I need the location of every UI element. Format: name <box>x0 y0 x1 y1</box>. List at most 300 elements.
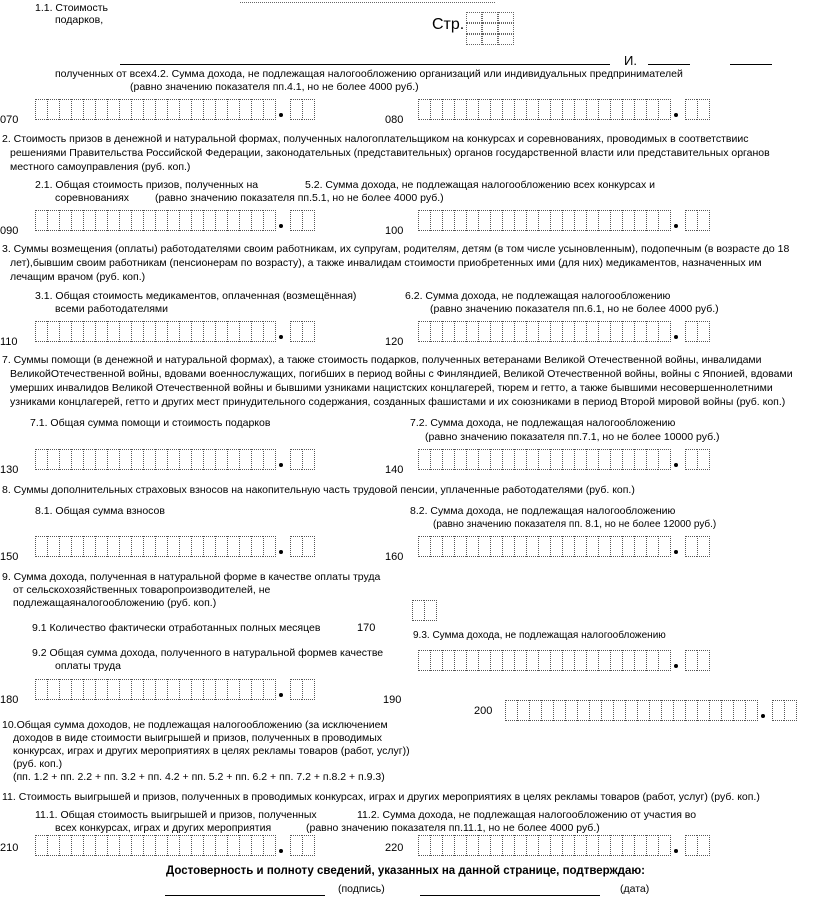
digit-cell[interactable] <box>302 536 315 557</box>
digit-cell[interactable] <box>625 700 637 721</box>
digit-cell[interactable] <box>685 210 697 231</box>
digit-cell[interactable] <box>59 99 71 120</box>
digit-cell[interactable] <box>526 536 538 557</box>
digit-cell[interactable] <box>59 835 71 856</box>
field-160[interactable] <box>418 536 710 557</box>
digit-cell[interactable] <box>227 835 239 856</box>
digit-cell[interactable] <box>203 835 215 856</box>
digit-cell[interactable] <box>622 449 634 470</box>
digit-cell[interactable] <box>143 679 155 700</box>
digit-cell[interactable] <box>418 536 430 557</box>
digit-cell[interactable] <box>637 700 649 721</box>
digit-cell[interactable] <box>418 449 430 470</box>
digit-cell[interactable] <box>290 835 302 856</box>
digit-cell[interactable] <box>562 536 574 557</box>
digit-cell[interactable] <box>35 210 47 231</box>
digit-cell[interactable] <box>59 536 71 557</box>
digit-cell[interactable] <box>119 835 131 856</box>
digit-cell[interactable] <box>574 650 586 671</box>
digit-cell[interactable] <box>490 650 502 671</box>
digit-cell[interactable] <box>215 210 227 231</box>
digit-cell[interactable] <box>502 449 514 470</box>
digit-cell[interactable] <box>179 321 191 342</box>
digit-cell[interactable] <box>251 449 263 470</box>
digit-cell[interactable] <box>191 835 203 856</box>
digit-cell[interactable] <box>586 210 598 231</box>
digit-cell[interactable] <box>745 700 758 721</box>
field-180[interactable] <box>35 679 315 700</box>
digit-cell[interactable] <box>478 321 490 342</box>
digit-cell[interactable] <box>430 321 442 342</box>
digit-cell[interactable] <box>550 536 562 557</box>
digit-cell[interactable] <box>550 210 562 231</box>
digit-cell[interactable] <box>424 600 437 621</box>
digit-cell[interactable] <box>239 210 251 231</box>
digit-cell[interactable] <box>155 835 167 856</box>
digit-cell[interactable] <box>418 210 430 231</box>
digit-cell[interactable] <box>59 679 71 700</box>
digit-cell[interactable] <box>649 700 661 721</box>
digit-cell[interactable] <box>478 210 490 231</box>
digit-cell[interactable] <box>47 835 59 856</box>
digit-cell[interactable] <box>107 679 119 700</box>
digit-cell[interactable] <box>673 700 685 721</box>
digit-cell[interactable] <box>227 679 239 700</box>
digit-cell[interactable] <box>610 449 622 470</box>
digit-cell[interactable] <box>203 210 215 231</box>
digit-cell[interactable] <box>454 99 466 120</box>
digit-cell[interactable] <box>251 835 263 856</box>
digit-cell[interactable] <box>131 536 143 557</box>
digit-cell[interactable] <box>239 449 251 470</box>
signature-line[interactable] <box>165 895 325 896</box>
digit-cell[interactable] <box>167 536 179 557</box>
digit-cell[interactable] <box>71 321 83 342</box>
digit-cell[interactable] <box>131 210 143 231</box>
digit-cell[interactable] <box>95 99 107 120</box>
initial-2-underline[interactable] <box>730 64 772 65</box>
digit-cell[interactable] <box>622 210 634 231</box>
digit-cell[interactable] <box>430 449 442 470</box>
digit-cell[interactable] <box>697 536 710 557</box>
digit-cell[interactable] <box>634 536 646 557</box>
digit-cell[interactable] <box>215 99 227 120</box>
digit-cell[interactable] <box>622 321 634 342</box>
digit-cell[interactable] <box>697 835 710 856</box>
digit-cell[interactable] <box>442 650 454 671</box>
digit-cell[interactable] <box>191 99 203 120</box>
digit-cell[interactable] <box>490 835 502 856</box>
digit-cell[interactable] <box>155 536 167 557</box>
digit-cell[interactable] <box>47 679 59 700</box>
digit-cell[interactable] <box>574 210 586 231</box>
digit-cell[interactable] <box>203 449 215 470</box>
digit-cell[interactable] <box>263 835 276 856</box>
digit-cell[interactable] <box>538 835 550 856</box>
digit-cell[interactable] <box>227 321 239 342</box>
page-number-cells[interactable] <box>466 12 514 45</box>
digit-cell[interactable] <box>478 449 490 470</box>
digit-cell[interactable] <box>71 536 83 557</box>
field-140[interactable] <box>418 449 710 470</box>
digit-cell[interactable] <box>610 835 622 856</box>
digit-cell[interactable] <box>418 650 430 671</box>
digit-cell[interactable] <box>466 835 478 856</box>
digit-cell[interactable] <box>143 321 155 342</box>
field-220[interactable] <box>418 835 710 856</box>
digit-cell[interactable] <box>598 536 610 557</box>
digit-cell[interactable] <box>83 449 95 470</box>
field-210[interactable] <box>35 835 315 856</box>
digit-cell[interactable] <box>646 536 658 557</box>
digit-cell[interactable] <box>478 650 490 671</box>
digit-cell[interactable] <box>634 99 646 120</box>
digit-cell[interactable] <box>191 679 203 700</box>
digit-cell[interactable] <box>227 210 239 231</box>
digit-cell[interactable] <box>610 536 622 557</box>
digit-cell[interactable] <box>191 321 203 342</box>
digit-cell[interactable] <box>598 449 610 470</box>
digit-cell[interactable] <box>454 536 466 557</box>
digit-cell[interactable] <box>646 99 658 120</box>
digit-cell[interactable] <box>215 679 227 700</box>
digit-cell[interactable] <box>290 679 302 700</box>
digit-cell[interactable] <box>502 321 514 342</box>
digit-cell[interactable] <box>83 536 95 557</box>
digit-cell[interactable] <box>239 536 251 557</box>
digit-cell[interactable] <box>143 835 155 856</box>
digit-cell[interactable] <box>83 835 95 856</box>
digit-cell[interactable] <box>772 700 784 721</box>
digit-cell[interactable] <box>466 536 478 557</box>
digit-cell[interactable] <box>634 835 646 856</box>
name-underline[interactable] <box>120 64 610 65</box>
digit-cell[interactable] <box>215 835 227 856</box>
digit-cell[interactable] <box>478 536 490 557</box>
digit-cell[interactable] <box>646 321 658 342</box>
digit-cell[interactable] <box>685 536 697 557</box>
digit-cell[interactable] <box>119 210 131 231</box>
digit-cell[interactable] <box>502 210 514 231</box>
digit-cell[interactable] <box>143 99 155 120</box>
digit-cell[interactable] <box>251 321 263 342</box>
digit-cell[interactable] <box>59 321 71 342</box>
digit-cell[interactable] <box>47 99 59 120</box>
digit-cell[interactable] <box>251 210 263 231</box>
digit-cell[interactable] <box>709 700 721 721</box>
field-150[interactable] <box>35 536 315 557</box>
digit-cell[interactable] <box>454 650 466 671</box>
digit-cell[interactable] <box>598 835 610 856</box>
digit-cell[interactable] <box>119 321 131 342</box>
digit-cell[interactable] <box>263 321 276 342</box>
digit-cell[interactable] <box>179 449 191 470</box>
digit-cell[interactable] <box>634 449 646 470</box>
digit-cell[interactable] <box>574 536 586 557</box>
digit-cell[interactable] <box>251 679 263 700</box>
digit-cell[interactable] <box>526 321 538 342</box>
digit-cell[interactable] <box>47 321 59 342</box>
field-130[interactable] <box>35 449 315 470</box>
digit-cell[interactable] <box>478 835 490 856</box>
digit-cell[interactable] <box>227 536 239 557</box>
digit-cell[interactable] <box>601 700 613 721</box>
digit-cell[interactable] <box>658 99 671 120</box>
field-110[interactable] <box>35 321 315 342</box>
digit-cell[interactable] <box>59 210 71 231</box>
digit-cell[interactable] <box>119 99 131 120</box>
digit-cell[interactable] <box>610 321 622 342</box>
digit-cell[interactable] <box>613 700 625 721</box>
digit-cell[interactable] <box>538 99 550 120</box>
digit-cell[interactable] <box>550 99 562 120</box>
digit-cell[interactable] <box>83 210 95 231</box>
digit-cell[interactable] <box>95 679 107 700</box>
digit-cell[interactable] <box>478 99 490 120</box>
digit-cell[interactable] <box>203 321 215 342</box>
digit-cell[interactable] <box>83 321 95 342</box>
digit-cell[interactable] <box>71 679 83 700</box>
digit-cell[interactable] <box>95 210 107 231</box>
digit-cell[interactable] <box>167 321 179 342</box>
digit-cell[interactable] <box>430 536 442 557</box>
digit-cell[interactable] <box>502 536 514 557</box>
field-080[interactable] <box>418 99 710 120</box>
digit-cell[interactable] <box>215 449 227 470</box>
field-090[interactable] <box>35 210 315 231</box>
digit-cell[interactable] <box>646 449 658 470</box>
digit-cell[interactable] <box>179 679 191 700</box>
digit-cell[interactable] <box>634 210 646 231</box>
digit-cell[interactable] <box>466 449 478 470</box>
digit-cell[interactable] <box>514 321 526 342</box>
digit-cell[interactable] <box>107 99 119 120</box>
digit-cell[interactable] <box>302 679 315 700</box>
digit-cell[interactable] <box>418 99 430 120</box>
digit-cell[interactable] <box>466 210 478 231</box>
digit-cell[interactable] <box>251 99 263 120</box>
digit-cell[interactable] <box>35 321 47 342</box>
digit-cell[interactable] <box>302 210 315 231</box>
digit-cell[interactable] <box>95 449 107 470</box>
digit-cell[interactable] <box>35 835 47 856</box>
digit-cell[interactable] <box>646 210 658 231</box>
digit-cell[interactable] <box>574 321 586 342</box>
digit-cell[interactable] <box>179 835 191 856</box>
digit-cell[interactable] <box>251 536 263 557</box>
digit-cell[interactable] <box>622 536 634 557</box>
digit-cell[interactable] <box>454 210 466 231</box>
digit-cell[interactable] <box>658 210 671 231</box>
digit-cell[interactable] <box>514 449 526 470</box>
digit-cell[interactable] <box>550 321 562 342</box>
digit-cell[interactable] <box>610 99 622 120</box>
field-070[interactable] <box>35 99 315 120</box>
date-line[interactable] <box>420 895 600 896</box>
digit-cell[interactable] <box>418 321 430 342</box>
digit-cell[interactable] <box>119 536 131 557</box>
digit-cell[interactable] <box>430 650 442 671</box>
digit-cell[interactable] <box>290 99 302 120</box>
digit-cell[interactable] <box>179 210 191 231</box>
digit-cell[interactable] <box>685 650 697 671</box>
digit-cell[interactable] <box>697 99 710 120</box>
digit-cell[interactable] <box>586 835 598 856</box>
digit-cell[interactable] <box>203 679 215 700</box>
digit-cell[interactable] <box>131 835 143 856</box>
digit-cell[interactable] <box>721 700 733 721</box>
digit-cell[interactable] <box>95 835 107 856</box>
digit-cell[interactable] <box>59 449 71 470</box>
digit-cell[interactable] <box>430 99 442 120</box>
digit-cell[interactable] <box>526 99 538 120</box>
digit-cell[interactable] <box>119 449 131 470</box>
digit-cell[interactable] <box>646 650 658 671</box>
digit-cell[interactable] <box>538 449 550 470</box>
digit-cell[interactable] <box>697 650 710 671</box>
digit-cell[interactable] <box>35 449 47 470</box>
digit-cell[interactable] <box>302 321 315 342</box>
digit-cell[interactable] <box>107 449 119 470</box>
digit-cell[interactable] <box>697 449 710 470</box>
digit-cell[interactable] <box>634 650 646 671</box>
digit-cell[interactable] <box>155 449 167 470</box>
digit-cell[interactable] <box>263 536 276 557</box>
digit-cell[interactable] <box>35 536 47 557</box>
digit-cell[interactable] <box>191 210 203 231</box>
digit-cell[interactable] <box>685 700 697 721</box>
digit-cell[interactable] <box>466 99 478 120</box>
digit-cell[interactable] <box>598 99 610 120</box>
digit-cell[interactable] <box>502 835 514 856</box>
digit-cell[interactable] <box>550 650 562 671</box>
digit-cell[interactable] <box>502 99 514 120</box>
digit-cell[interactable] <box>215 536 227 557</box>
initial-1-underline[interactable] <box>648 64 690 65</box>
digit-cell[interactable] <box>697 321 710 342</box>
field-120[interactable] <box>418 321 710 342</box>
digit-cell[interactable] <box>131 449 143 470</box>
field-190[interactable] <box>418 650 710 671</box>
digit-cell[interactable] <box>526 650 538 671</box>
digit-cell[interactable] <box>733 700 745 721</box>
digit-cell[interactable] <box>167 99 179 120</box>
digit-cell[interactable] <box>622 835 634 856</box>
digit-cell[interactable] <box>610 210 622 231</box>
digit-cell[interactable] <box>71 210 83 231</box>
digit-cell[interactable] <box>239 679 251 700</box>
digit-cell[interactable] <box>526 210 538 231</box>
digit-cell[interactable] <box>646 835 658 856</box>
digit-cell[interactable] <box>490 99 502 120</box>
digit-cell[interactable] <box>47 449 59 470</box>
digit-cell[interactable] <box>131 99 143 120</box>
digit-cell[interactable] <box>71 449 83 470</box>
digit-cell[interactable] <box>71 99 83 120</box>
digit-cell[interactable] <box>517 700 529 721</box>
digit-cell[interactable] <box>290 536 302 557</box>
field-170-months[interactable] <box>412 600 437 621</box>
digit-cell[interactable] <box>302 835 315 856</box>
digit-cell[interactable] <box>302 99 315 120</box>
digit-cell[interactable] <box>290 321 302 342</box>
digit-cell[interactable] <box>143 210 155 231</box>
digit-cell[interactable] <box>562 210 574 231</box>
digit-cell[interactable] <box>466 321 478 342</box>
digit-cell[interactable] <box>622 650 634 671</box>
digit-cell[interactable] <box>263 679 276 700</box>
digit-cell[interactable] <box>107 321 119 342</box>
digit-cell[interactable] <box>290 210 302 231</box>
digit-cell[interactable] <box>538 536 550 557</box>
digit-cell[interactable] <box>658 650 671 671</box>
digit-cell[interactable] <box>442 99 454 120</box>
digit-cell[interactable] <box>658 536 671 557</box>
digit-cell[interactable] <box>586 321 598 342</box>
digit-cell[interactable] <box>574 835 586 856</box>
digit-cell[interactable] <box>586 650 598 671</box>
digit-cell[interactable] <box>155 99 167 120</box>
digit-cell[interactable] <box>302 449 315 470</box>
digit-cell[interactable] <box>227 449 239 470</box>
digit-cell[interactable] <box>430 835 442 856</box>
digit-cell[interactable] <box>550 835 562 856</box>
digit-cell[interactable] <box>442 321 454 342</box>
digit-cell[interactable] <box>514 99 526 120</box>
digit-cell[interactable] <box>155 679 167 700</box>
digit-cell[interactable] <box>167 449 179 470</box>
digit-cell[interactable] <box>191 449 203 470</box>
digit-cell[interactable] <box>239 99 251 120</box>
digit-cell[interactable] <box>35 99 47 120</box>
digit-cell[interactable] <box>553 700 565 721</box>
digit-cell[interactable] <box>454 449 466 470</box>
digit-cell[interactable] <box>562 321 574 342</box>
digit-cell[interactable] <box>143 449 155 470</box>
digit-cell[interactable] <box>502 650 514 671</box>
digit-cell[interactable] <box>685 321 697 342</box>
digit-cell[interactable] <box>586 449 598 470</box>
digit-cell[interactable] <box>191 536 203 557</box>
digit-cell[interactable] <box>47 210 59 231</box>
digit-cell[interactable] <box>562 99 574 120</box>
digit-cell[interactable] <box>661 700 673 721</box>
digit-cell[interactable] <box>598 321 610 342</box>
digit-cell[interactable] <box>131 679 143 700</box>
digit-cell[interactable] <box>167 679 179 700</box>
digit-cell[interactable] <box>685 99 697 120</box>
digit-cell[interactable] <box>442 449 454 470</box>
digit-cell[interactable] <box>239 321 251 342</box>
digit-cell[interactable] <box>466 650 478 671</box>
digit-cell[interactable] <box>490 536 502 557</box>
digit-cell[interactable] <box>562 835 574 856</box>
digit-cell[interactable] <box>412 600 424 621</box>
digit-cell[interactable] <box>95 536 107 557</box>
digit-cell[interactable] <box>784 700 797 721</box>
digit-cell[interactable] <box>697 210 710 231</box>
digit-cell[interactable] <box>634 321 646 342</box>
digit-cell[interactable] <box>454 321 466 342</box>
digit-cell[interactable] <box>490 449 502 470</box>
digit-cell[interactable] <box>203 99 215 120</box>
digit-cell[interactable] <box>586 99 598 120</box>
digit-cell[interactable] <box>143 536 155 557</box>
digit-cell[interactable] <box>577 700 589 721</box>
digit-cell[interactable] <box>562 650 574 671</box>
digit-cell[interactable] <box>107 835 119 856</box>
digit-cell[interactable] <box>514 536 526 557</box>
